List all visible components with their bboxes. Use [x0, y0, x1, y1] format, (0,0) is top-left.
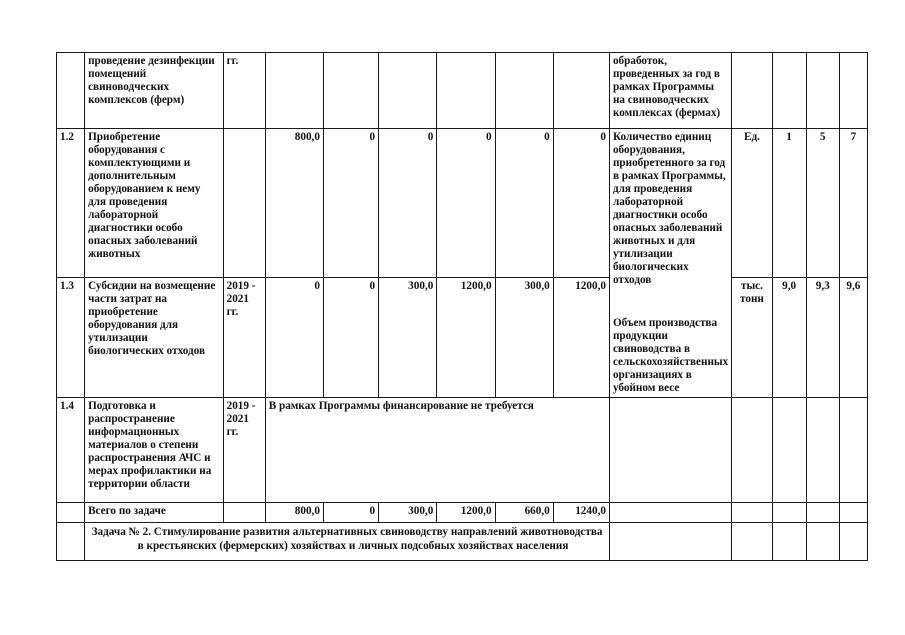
target-cell	[806, 503, 839, 523]
indicator-equipment-count: Количество единиц оборудования, приобретенного за год в рамках Программы, для проведения лабораторной диагностики особо опасных заболеваний животных и для утилизации биологических отходов	[612, 131, 726, 286]
target-cell	[839, 53, 867, 129]
target-cell	[772, 53, 806, 129]
value-cell	[379, 53, 437, 129]
total-value: 660,0	[495, 503, 553, 523]
target-cell	[772, 503, 806, 523]
value-cell: 300,0	[495, 277, 553, 397]
indicator-cell	[609, 503, 731, 523]
value-cell: 1200,0	[553, 277, 609, 397]
value-cell	[323, 53, 378, 129]
unit-cell	[732, 53, 772, 129]
years-cell: 2019 - 2021 гг.	[223, 277, 265, 397]
target-cell: 9,3	[806, 277, 839, 397]
indicator-cell	[609, 523, 731, 561]
table-row	[57, 398, 868, 503]
row-number-cell	[57, 53, 85, 129]
value-cell: 0	[553, 129, 609, 278]
table-row	[57, 53, 868, 129]
task-heading-row	[57, 523, 868, 561]
row-number-cell: 1.4	[57, 398, 85, 503]
task-2-line-1: Задача № 2. Стимулирование развития альтернативных свиноводству направлений животноводства	[91, 526, 603, 538]
indicator-cell	[609, 398, 731, 503]
years-cell	[223, 129, 265, 278]
indicator-cell: обработок, проведенных за год в рамках Программы на свиноводческих комплексах (фермах)	[609, 53, 731, 129]
task-2-line-2: в крестьянских (фермерских) хозяйствах и личных подсобных хозяйствах населения	[137, 540, 569, 552]
description-cell: Приобретение оборудования с комплектующими и дополнительным оборудованием к нему для проведения лабораторной диагностики особо опасных заболеваний животных	[85, 129, 224, 278]
row-number-cell	[57, 503, 85, 523]
row-number-cell: 1.2	[57, 129, 85, 278]
total-value: 1200,0	[437, 503, 495, 523]
value-cell: 0	[265, 277, 323, 397]
value-cell: 0	[437, 129, 495, 278]
row-number-cell: 1.3	[57, 277, 85, 397]
value-cell: 300,0	[379, 277, 437, 397]
target-cell	[839, 503, 867, 523]
target-cell	[806, 53, 839, 129]
unit-cell	[732, 398, 772, 503]
value-cell: 0	[379, 129, 437, 278]
total-label: Всего по задаче	[85, 503, 224, 523]
program-table	[56, 52, 868, 561]
target-cell	[839, 523, 867, 561]
table-row	[57, 277, 868, 397]
funding-note-cell: В рамках Программы финансирование не требуется	[265, 398, 609, 503]
task-2-heading	[85, 523, 610, 561]
indicator-pork-output: Объем производства продукции свиноводства в сельскохозяйственных организациях в убойном весе	[612, 317, 729, 394]
target-cell: 9,0	[772, 277, 806, 397]
target-cell	[772, 398, 806, 503]
description-cell: проведение дезинфекции помещений свиноводческих комплексов (ферм)	[85, 53, 224, 129]
description-cell: Субсидии на возмещение части затрат на приобретение оборудования для утилизации биологических отходов	[85, 277, 224, 397]
target-cell: 5	[806, 129, 839, 278]
years-cell: 2019 - 2021 гг.	[223, 398, 265, 503]
target-cell: 9,6	[839, 277, 867, 397]
target-cell	[806, 523, 839, 561]
unit-cell: Ед.	[732, 129, 772, 278]
table-row	[57, 129, 868, 278]
target-cell: 1	[772, 129, 806, 278]
value-cell: 0	[323, 277, 378, 397]
value-cell	[437, 53, 495, 129]
target-cell	[806, 398, 839, 503]
spacer	[613, 287, 728, 317]
indicator-cell	[609, 129, 731, 398]
value-cell	[553, 53, 609, 129]
total-value: 0	[323, 503, 378, 523]
value-cell: 0	[495, 129, 553, 278]
total-value: 800,0	[265, 503, 323, 523]
total-row	[57, 503, 868, 523]
target-cell: 7	[839, 129, 867, 278]
years-cell: гг.	[223, 53, 265, 129]
years-cell	[223, 503, 265, 523]
value-cell: 800,0	[265, 129, 323, 278]
unit-cell	[732, 503, 772, 523]
target-cell	[772, 523, 806, 561]
total-value: 1240,0	[553, 503, 609, 523]
total-value: 300,0	[379, 503, 437, 523]
description-cell: Подготовка и распространение информационных материалов о степени распространения АЧС и мерах профилактики на территории области	[85, 398, 224, 503]
value-cell: 0	[323, 129, 378, 278]
row-number-cell	[57, 523, 85, 561]
unit-cell	[732, 523, 772, 561]
value-cell: 1200,0	[437, 277, 495, 397]
unit-cell: тыс. тонн	[732, 277, 772, 397]
value-cell	[265, 53, 323, 129]
value-cell	[495, 53, 553, 129]
target-cell	[839, 398, 867, 503]
